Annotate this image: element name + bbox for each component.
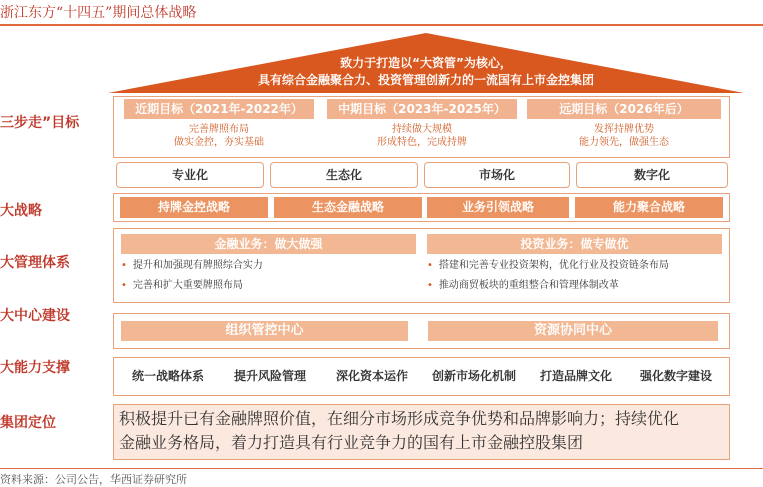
capability-digital: 强化数字建设: [639, 369, 712, 383]
capability-market-mechanism: 创新市场化机制: [431, 369, 516, 383]
roof-line-2: 具有综合金融聚合力、投资管理创新力的一流国有上市金控集团: [257, 73, 594, 87]
bullet-dot: •: [427, 260, 433, 271]
row-label-centers: 大中心建设: [0, 308, 70, 324]
row-label-positioning: 集团定位: [0, 415, 56, 431]
row-label-goals: 三步走”目标: [0, 115, 80, 131]
management-finance-heading: 金融业务：做大做强: [121, 234, 416, 254]
positioning-line-1: 积极提升已有金融牌照价值，在细分市场形成竞争优势和品牌影响力；持续优化: [119, 409, 680, 428]
capability-capital: 深化资本运作: [335, 369, 408, 383]
center-resource-synergy: 资源协同中心: [428, 321, 718, 341]
management-finance: [121, 234, 416, 296]
capability-risk: 提升风险管理: [233, 369, 306, 383]
pillar-ecological: 生态化: [270, 162, 418, 188]
goal-mid-line-1: 持续做大规模: [392, 124, 452, 135]
strategy-license: 持牌金控战略: [120, 197, 268, 218]
source-note: 资料来源：公司公告，华西证券研究所: [0, 473, 187, 486]
page-title: 浙江东方“十四五”期间总体战略: [0, 5, 197, 21]
bullet-dot: •: [121, 280, 127, 291]
goal-far-heading: 远期目标（2026年后）: [527, 99, 721, 119]
row-label-management: 大管理体系: [0, 255, 70, 271]
goal-near-line-1: 完善牌照布局: [189, 124, 249, 135]
goal-mid-heading: 中期目标（2023年-2025年）: [327, 99, 517, 119]
bullet-dot: •: [121, 260, 127, 271]
management-finance-bullet: • 提升和加强现有牌照综合实力: [121, 260, 263, 271]
pillar-market: 市场化: [424, 162, 570, 188]
strategy-eco-finance: 生态金融战略: [274, 197, 422, 218]
footer-divider: [0, 468, 763, 469]
positioning-line-2: 金融业务格局，着力打造具有行业竞争力的国有上市金融控股集团: [119, 433, 584, 452]
goal-mid: [327, 99, 517, 149]
strategy-capability: 能力聚合战略: [575, 197, 723, 218]
management-invest-bullet: • 搭建和完善专业投资架构，优化行业及投资链条布局: [427, 260, 669, 271]
capability-strategy: 统一战略体系: [131, 369, 204, 383]
pillar-professional: 专业化: [116, 162, 264, 188]
goal-far: [527, 99, 721, 149]
row-label-capabilities: 大能力支撑: [0, 360, 70, 376]
title-divider: [0, 24, 763, 26]
center-org-control: 组织管控中心: [121, 321, 408, 341]
management-invest: [427, 234, 722, 296]
pillar-digital: 数字化: [576, 162, 728, 188]
goal-near-line-2: 做实金控，夯实基础: [174, 137, 264, 148]
management-invest-bullet: • 推动商贸板块的重组整合和管理体制改革: [427, 280, 619, 291]
goal-near-heading: 近期目标（2021年-2022年）: [124, 99, 314, 119]
strategy-business: 业务引领战略: [427, 197, 569, 218]
roof-line-1: 致力于打造以“大资管”为核心，: [340, 56, 512, 70]
row-label-strategy: 大战略: [0, 203, 42, 219]
goal-near: [124, 99, 314, 149]
capability-brand: 打造品牌文化: [539, 369, 612, 383]
goal-mid-line-2: 形成特色，完成持牌: [377, 137, 467, 148]
management-finance-bullet: • 完善和扩大重要牌照布局: [121, 280, 243, 291]
goal-far-line-2: 能力领先，做强生态: [579, 137, 669, 148]
management-invest-heading: 投资业务：做专做优: [427, 234, 722, 254]
goal-far-line-1: 发挥持牌优势: [594, 124, 654, 135]
bullet-dot: •: [427, 280, 433, 291]
